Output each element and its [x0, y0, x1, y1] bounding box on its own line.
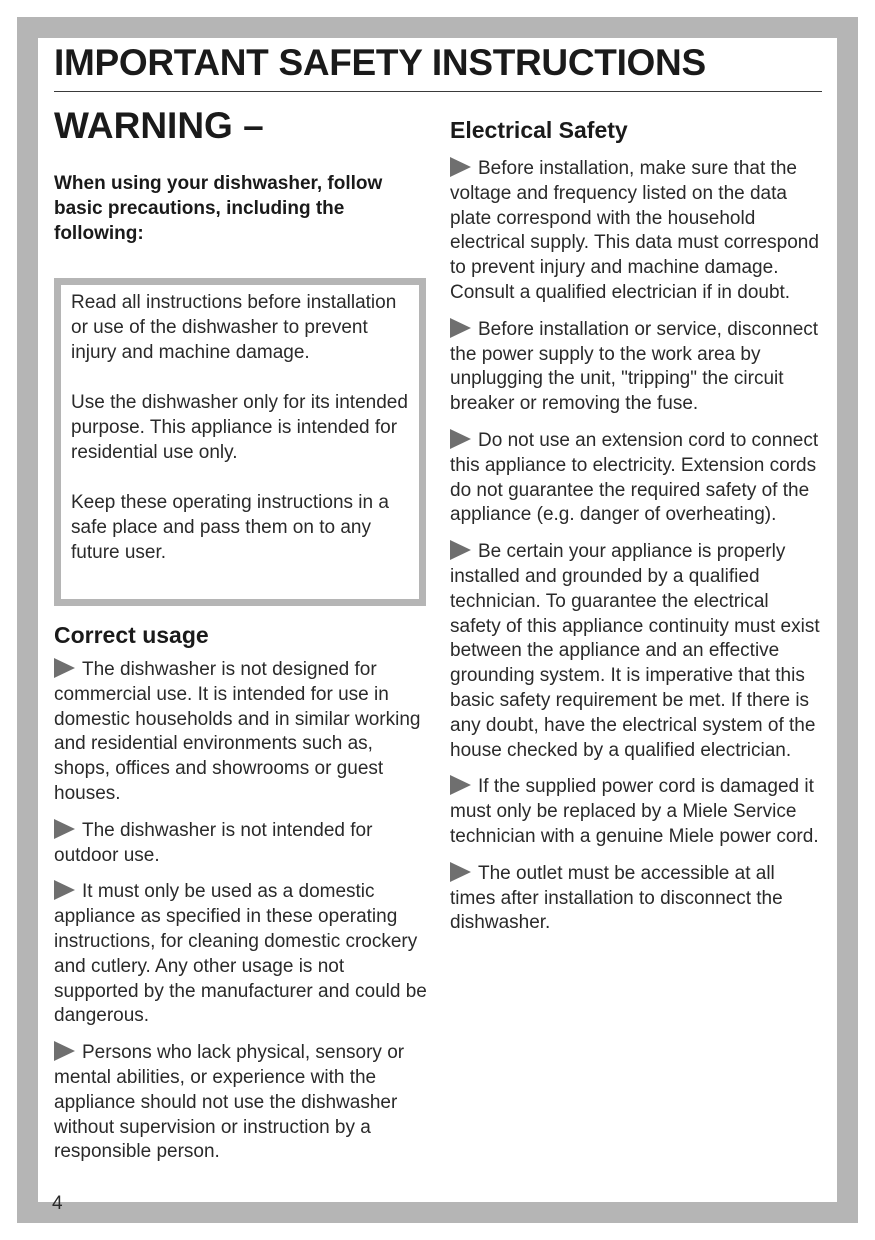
electrical-safety-item-text: Be certain your appliance is properly installed and grounded by a qualified technician. To guarantee the electrical safety of this appliance continuity must exist between the appliance and an effective grounding system. It is imperative that this basic safety requirement be met. If there is any doubt, have the electrical system of the house checked by a qualified electrician.	[450, 541, 820, 761]
correct-usage-item	[54, 819, 428, 869]
warning-heading: WARNING –	[54, 105, 264, 146]
triangle-arrow-icon	[450, 540, 471, 560]
electrical-safety-heading: Electrical Safety	[450, 117, 628, 143]
electrical-safety-item	[450, 775, 824, 849]
page-title: IMPORTANT SAFETY INSTRUCTIONS	[54, 42, 706, 83]
triangle-arrow-icon	[450, 429, 471, 449]
triangle-arrow-icon	[54, 658, 75, 678]
left-column	[54, 104, 428, 1165]
electrical-safety-item	[450, 429, 824, 528]
electrical-safety-item-text: The outlet must be accessible at all times after installation to disconnect the dishwasher.	[450, 862, 783, 934]
triangle-arrow-icon	[450, 318, 471, 338]
electrical-safety-item-text: Before installation or service, disconnect the power supply to the work area by unplugging the unit, "tripping" the circuit breaker or removing the fuse.	[450, 318, 819, 415]
triangle-arrow-icon	[54, 1041, 75, 1061]
triangle-arrow-icon	[450, 775, 471, 795]
triangle-arrow-icon	[450, 157, 471, 177]
electrical-safety-item	[450, 540, 824, 763]
correct-usage-item	[54, 658, 428, 807]
correct-usage-item-text: It must only be used as a domestic appliance as specified in these operating instructions, for cleaning domestic crockery and cutlery. Any other usage is not supported by the manufacturer and could be dangerous.	[54, 881, 427, 1027]
electrical-safety-item-text: Do not use an extension cord to connect this appliance to electricity. Extension cords do not guarantee the required safety of the appliance (e.g. danger of overheating).	[450, 429, 819, 526]
notice-paragraph: Keep these operating instructions in a safe place and pass them on to any future user.	[71, 492, 389, 563]
electrical-safety-item-text: If the supplied power cord is damaged it must only be replaced by a Miele Service technician with a genuine Miele power cord.	[450, 776, 819, 847]
triangle-arrow-icon	[54, 819, 75, 839]
electrical-safety-item	[450, 157, 824, 306]
notice-box	[54, 278, 426, 606]
correct-usage-item	[54, 1041, 428, 1165]
correct-usage-item	[54, 880, 428, 1029]
correct-usage-item-text: The dishwasher is not designed for commercial use. It is intended for use in domestic households and in similar working and residential environments such as, shops, offices and showrooms or guest houses.	[54, 659, 421, 804]
triangle-arrow-icon	[54, 880, 75, 900]
triangle-arrow-icon	[450, 862, 471, 882]
correct-usage-item-text: Persons who lack physical, sensory or mental abilities, or experience with the appliance should not use the dishwasher without supervision or instruction by a responsible person.	[54, 1042, 405, 1163]
title-divider	[54, 91, 822, 92]
page-number: 4	[52, 1193, 63, 1214]
correct-usage-item-text: The dishwasher is not intended for outdoor use.	[54, 819, 373, 866]
notice-paragraph: Read all instructions before installation or use of the dishwasher to prevent injury and machine damage.	[71, 292, 397, 363]
notice-paragraph: Use the dishwasher only for its intended purpose. This appliance is intended for residential use only.	[71, 392, 408, 463]
correct-usage-heading: Correct usage	[54, 622, 209, 648]
electrical-safety-item-text: Before installation, make sure that the voltage and frequency listed on the data plate correspond with the household electrical supply. This data must correspond to prevent injury and machine damage. Consult a qualified electrician if in doubt.	[450, 158, 819, 303]
electrical-safety-item	[450, 862, 824, 936]
warning-intro: When using your dishwasher, follow basic precautions, including the following:	[54, 173, 383, 244]
right-column	[450, 104, 824, 936]
electrical-safety-item	[450, 318, 824, 417]
